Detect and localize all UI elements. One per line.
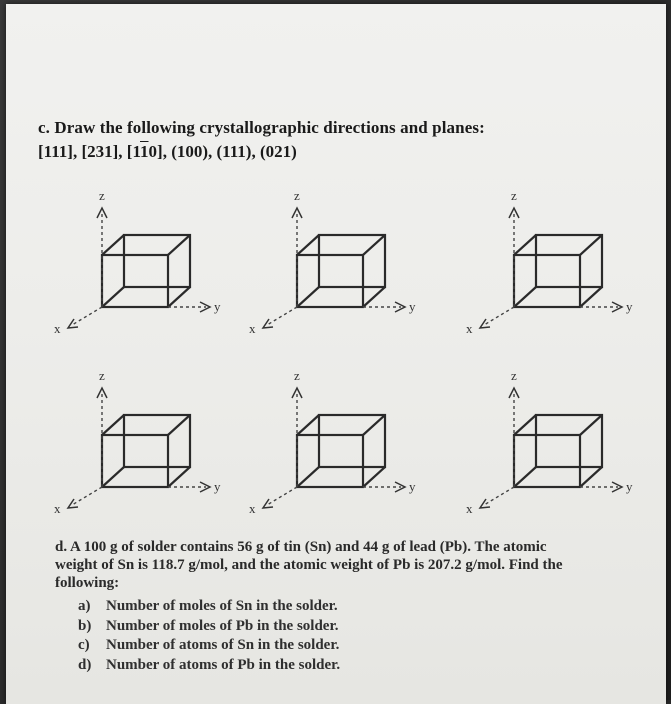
x-arrow-icon <box>480 319 490 328</box>
x-axis-label: x <box>249 321 256 336</box>
z-axis-label: z <box>511 368 517 383</box>
cube-edge-3 <box>363 287 385 307</box>
part-d-sublist <box>78 597 340 675</box>
x-axis-line <box>267 307 297 325</box>
sub-item-d: d) Number of atoms of Pb in the solder. <box>78 656 341 673</box>
cube-edge-3 <box>580 287 602 307</box>
z-axis-label: z <box>511 188 517 203</box>
x-axis-label: x <box>466 501 473 516</box>
x-axis-label: x <box>54 321 61 336</box>
cube-edge-1 <box>168 235 190 255</box>
x-axis-line <box>72 307 102 325</box>
cube-edge-0 <box>297 415 319 435</box>
cube-edge-3 <box>580 467 602 487</box>
x-axis-label: x <box>249 501 256 516</box>
sub-item-a: a) Number of moles of Sn in the solder. <box>78 598 338 614</box>
x-arrow-icon <box>263 499 273 508</box>
x-axis-line <box>484 307 514 325</box>
sub-item-b: b) Number of moles of Pb in the solder. <box>78 617 339 634</box>
cube-edge-0 <box>102 415 124 435</box>
x-arrow-icon <box>263 319 273 328</box>
cube-diagram-2 <box>249 180 455 350</box>
z-axis-label: z <box>294 368 300 383</box>
plane-021: (021) <box>259 142 297 161</box>
cube-edge-3 <box>363 467 385 487</box>
x-axis-label: x <box>54 501 61 516</box>
z-axis-label: z <box>99 188 105 203</box>
y-axis-label: y <box>409 299 416 314</box>
x-axis-line <box>484 487 514 505</box>
x-arrow-icon <box>480 499 490 508</box>
part-d-line-2: weight of Sn is 118.7 g/mol, and the atomic weight of Pb is 207.2 g/mol. Find the <box>55 557 563 573</box>
cube-edge-2 <box>514 467 536 487</box>
cube-edge-2 <box>297 467 319 487</box>
cube-diagram-1 <box>54 180 260 350</box>
cube-edge-0 <box>514 235 536 255</box>
part-d-question <box>55 538 655 592</box>
cube-diagram-6 <box>466 360 671 530</box>
x-axis-line <box>72 487 102 505</box>
cube-frame <box>102 235 190 307</box>
y-axis-label: y <box>214 299 221 314</box>
part-d-line-1: d. A 100 g of solder contains 56 g of tin (Sn) and 44 g of lead (Pb). The atomic <box>55 539 547 555</box>
plane-111: (111) <box>216 142 252 161</box>
z-axis-label: z <box>99 368 105 383</box>
plane-100: (100) <box>171 142 209 161</box>
cube-edge-0 <box>102 235 124 255</box>
cube-edge-0 <box>297 235 319 255</box>
cube-frame <box>102 415 190 487</box>
cube-diagram-5 <box>249 360 455 530</box>
cube-edge-3 <box>168 467 190 487</box>
sub-item-c: c) Number of atoms of Sn in the solder. <box>78 637 340 653</box>
direction-1-1bar-0: [110] <box>126 142 163 161</box>
cube-edge-1 <box>363 235 385 255</box>
cube-edge-0 <box>514 415 536 435</box>
y-axis-label: y <box>409 479 416 494</box>
y-axis-label: y <box>626 479 633 494</box>
cube-diagram-4 <box>54 360 260 530</box>
y-axis-label: y <box>626 299 633 314</box>
cube-frame <box>297 235 385 307</box>
cube-edge-3 <box>168 287 190 307</box>
cube-edge-1 <box>168 415 190 435</box>
cube-edge-1 <box>363 415 385 435</box>
cube-frame <box>514 415 602 487</box>
cube-edge-2 <box>297 287 319 307</box>
y-axis-label: y <box>214 479 221 494</box>
cube-frame <box>514 235 602 307</box>
x-axis-label: x <box>466 321 473 336</box>
cube-edge-1 <box>580 235 602 255</box>
cube-edge-2 <box>102 287 124 307</box>
part-c-title: c. Draw the following crystallographic directions and planes: <box>38 118 485 137</box>
cube-edge-1 <box>580 415 602 435</box>
direction-111: [111] <box>38 142 73 161</box>
x-arrow-icon <box>68 319 78 328</box>
z-axis-label: z <box>294 188 300 203</box>
cube-edge-2 <box>514 287 536 307</box>
cube-edge-2 <box>102 467 124 487</box>
cube-frame <box>297 415 385 487</box>
x-arrow-icon <box>68 499 78 508</box>
part-d-line-3: following: <box>55 575 120 591</box>
direction-231: [231] <box>81 142 119 161</box>
cube-diagram-3 <box>466 180 671 350</box>
x-axis-line <box>267 487 297 505</box>
part-c-list: [111], [231], [110], (100), (111), (021) <box>38 142 297 161</box>
